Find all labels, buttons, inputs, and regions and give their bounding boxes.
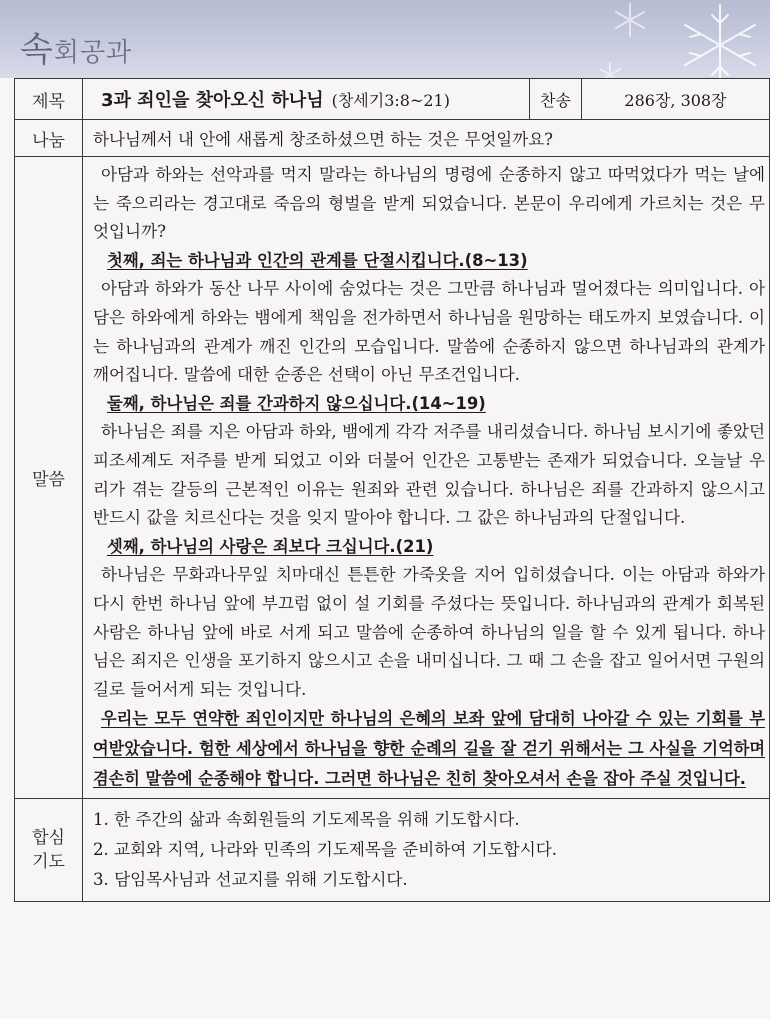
prayer-label-line2: 기도 [32,852,65,873]
section-body-1: 아담과 하와가 동산 나무 사이에 숨었다는 것은 그만큼 하나님과 멀어졌다는 의미입니다. 아담은 하와에게 하와는 뱀에게 책임을 전가하면서 하나님을 원망하는 태도까지 보였습니다. 이는 하나님과의 관계가 깨진 인간의 모습입니다. 말씀에 순종하지 않으면 하나님과의 관계가 깨어집니다. 말씀에 대한 순종은 선택이 아닌 무조건입니다. [93,279,765,385]
prayer-item: 1. 한 주간의 삶과 속회원들의 기도제목을 위해 기도합시다. [93,810,520,830]
word-label: 말씀 [15,157,83,799]
hymn-numbers: 286장, 308장 [582,79,770,120]
sharing-row [15,120,770,157]
hymn-label: 찬송 [530,79,582,120]
section-title [20,22,132,71]
section-body-2: 하나님은 죄를 지은 아담과 하와, 뱀에게 각각 저주를 내리셨습니다. 하나님 보시기에 좋았던 피조세계도 저주를 받게 되었고 이와 더불어 인간은 고통받는 존재가 되었습니다. 오늘날 우리가 겪는 갈등의 근본적인 이유는 원죄와 관련 있습니다. 하나님은 죄를 간과하지 않으시고 반드시 값을 치르신다는 것을 잊지 말아야 합니다. 그 값은 하나님과의 단절입니다. [93,422,765,528]
word-row [15,157,770,799]
section-body-3: 하나님은 무화과나무잎 치마대신 튼튼한 가죽옷을 지어 입히셨습니다. 이는 아담과 하와가 다시 한번 하나님 앞에 부끄럼 없이 설 기회를 주셨다는 뜻입니다. 하나님과의 관계가 회복된 사람은 하나님 앞에 바로 서게 되고 말씀에 순종하여 하나님의 일을 할 수 있게 됩니다. 하나님은 죄지은 인생을 포기하지 않으시고 손을 내미십니다. 그 때 그 손을 잡고 일어서면 구원의 길로 들어서게 되는 것입니다. [93,565,765,699]
lesson-table [14,78,770,902]
prayer-label [15,799,83,902]
section-heading-2: 둘째, 하나님은 죄를 간과하지 않으십니다.(14~19) [107,393,486,413]
title-row [15,79,770,120]
title-label: 제목 [15,79,83,120]
section-heading-1: 첫째, 죄는 하나님과 인간의 관계를 단절시킵니다.(8~13) [107,250,528,270]
word-body [83,157,770,799]
snowflake-decoration-icon [570,0,770,78]
prayer-row [15,799,770,902]
section-title-first: 속 [20,30,54,70]
prayer-cell [83,799,770,902]
prayer-label-line1: 합심 [32,828,65,849]
conclusion-paragraph: 우리는 모두 연약한 죄인이지만 하나님의 은혜의 보좌 앞에 담대히 나아갈 수 있는 기회를 부여받았습니다. 험한 세상에서 하나님을 향한 순례의 길을 잘 걷기 위해서는 그 사실을 기억하며 겸손히 말씀에 순종해야 합니다. 그러면 하나님은 친히 찾아오셔서 손을 잡아 주실 것입니다. [93,709,765,789]
prayer-item: 2. 교회와 지역, 나라와 민족의 기도제목을 준비하여 기도합시다. [93,840,558,860]
section-title-rest: 회공과 [53,38,133,68]
sharing-question: 하나님께서 내 안에 새롭게 창조하셨으면 하는 것은 무엇일까요? [83,120,770,157]
section-heading-3: 셋째, 하나님의 사랑은 죄보다 크십니다.(21) [107,536,434,556]
intro-paragraph: 아담과 하와는 선악과를 먹지 말라는 하나님의 명령에 순종하지 않고 따먹었다가 먹는 날에는 죽으리라는 경고대로 죽음의 형벌을 받게 되었습니다. 본문이 우리에게 가르치는 것은 무엇입니까? [93,165,765,242]
prayer-list [93,805,761,895]
lesson-reference: (창세기3:8~21) [331,91,450,110]
prayer-item: 3. 담임목사님과 선교지를 위해 기도합시다. [93,870,408,890]
lesson-title: 3과 죄인을 찾아오신 하나님 [101,90,324,111]
title-cell [83,79,530,120]
sharing-label: 나눔 [15,120,83,157]
header-band [0,0,770,78]
